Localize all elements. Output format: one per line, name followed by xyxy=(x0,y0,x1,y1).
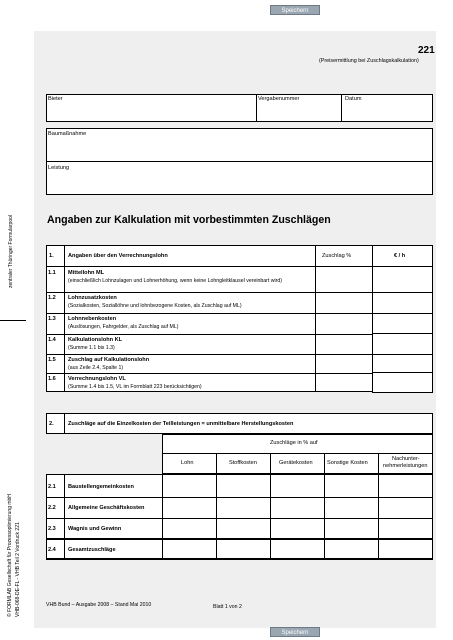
input-1-2-zuschlag[interactable] xyxy=(316,293,371,312)
col-eur: € / h xyxy=(394,253,406,259)
input-1-6-eur[interactable] xyxy=(372,372,433,393)
input-1-3-zuschlag[interactable] xyxy=(316,314,371,333)
form-subtitle: (Preisermittlung bei Zuschlagskalkulation) xyxy=(319,58,419,64)
vergabenummer-label: Vergabenummer xyxy=(258,96,300,102)
input-1-5-zuschlag[interactable] xyxy=(316,355,371,372)
baumassnahme-field[interactable] xyxy=(46,128,433,162)
col-zuschlag: Zuschlag % xyxy=(322,253,352,259)
input-1-5-eur[interactable] xyxy=(373,355,432,372)
sidebar-pool-text: zentraler Thüringer Formularpool xyxy=(8,215,14,288)
bieter-label: Bieter xyxy=(48,96,63,102)
footer-edition: VHB Bund – Ausgabe 2008 – Stand Mai 2010 xyxy=(46,602,152,608)
input-1-2-eur[interactable] xyxy=(373,293,432,312)
sidebar-copyright: © FORMLAB Gesellschaft für Prozessoptimierung mbH xyxy=(7,494,13,617)
footer-page: Blatt 1 von 2 xyxy=(213,604,242,610)
save-button-bottom[interactable]: Speichern xyxy=(270,627,320,637)
section1-title: Angaben über den Verrechnungslohn xyxy=(68,253,168,259)
datum-field[interactable] xyxy=(343,104,431,121)
datum-label: Datum xyxy=(345,96,362,102)
bieter-field[interactable] xyxy=(48,104,255,121)
baumassnahme-label: Baumaßnahme xyxy=(48,131,87,137)
leistung-label: Leistung xyxy=(48,165,70,171)
leistung-field[interactable] xyxy=(46,161,433,195)
sidebar-code: VHB-068-DE-FL - VHB Teil 2 Vordruck 221 xyxy=(15,522,21,617)
fold-marker xyxy=(0,320,26,321)
input-1-4-eur[interactable] xyxy=(372,333,433,355)
save-button-top[interactable]: Speichern xyxy=(270,5,320,15)
section-title: Angaben zur Kalkulation mit vorbestimmten Zuschlägen xyxy=(47,214,331,226)
input-1-1-eur[interactable] xyxy=(373,267,432,291)
input-1-1-zuschlag[interactable] xyxy=(316,267,371,291)
vergabenummer-field[interactable] xyxy=(258,104,340,121)
form-number: 221 xyxy=(418,45,435,56)
section2-title: Zuschläge auf die Einzelkosten der Teilleistungen = unmittelbare Herstellungskosten xyxy=(68,421,294,427)
input-1-3-eur[interactable] xyxy=(373,314,432,333)
